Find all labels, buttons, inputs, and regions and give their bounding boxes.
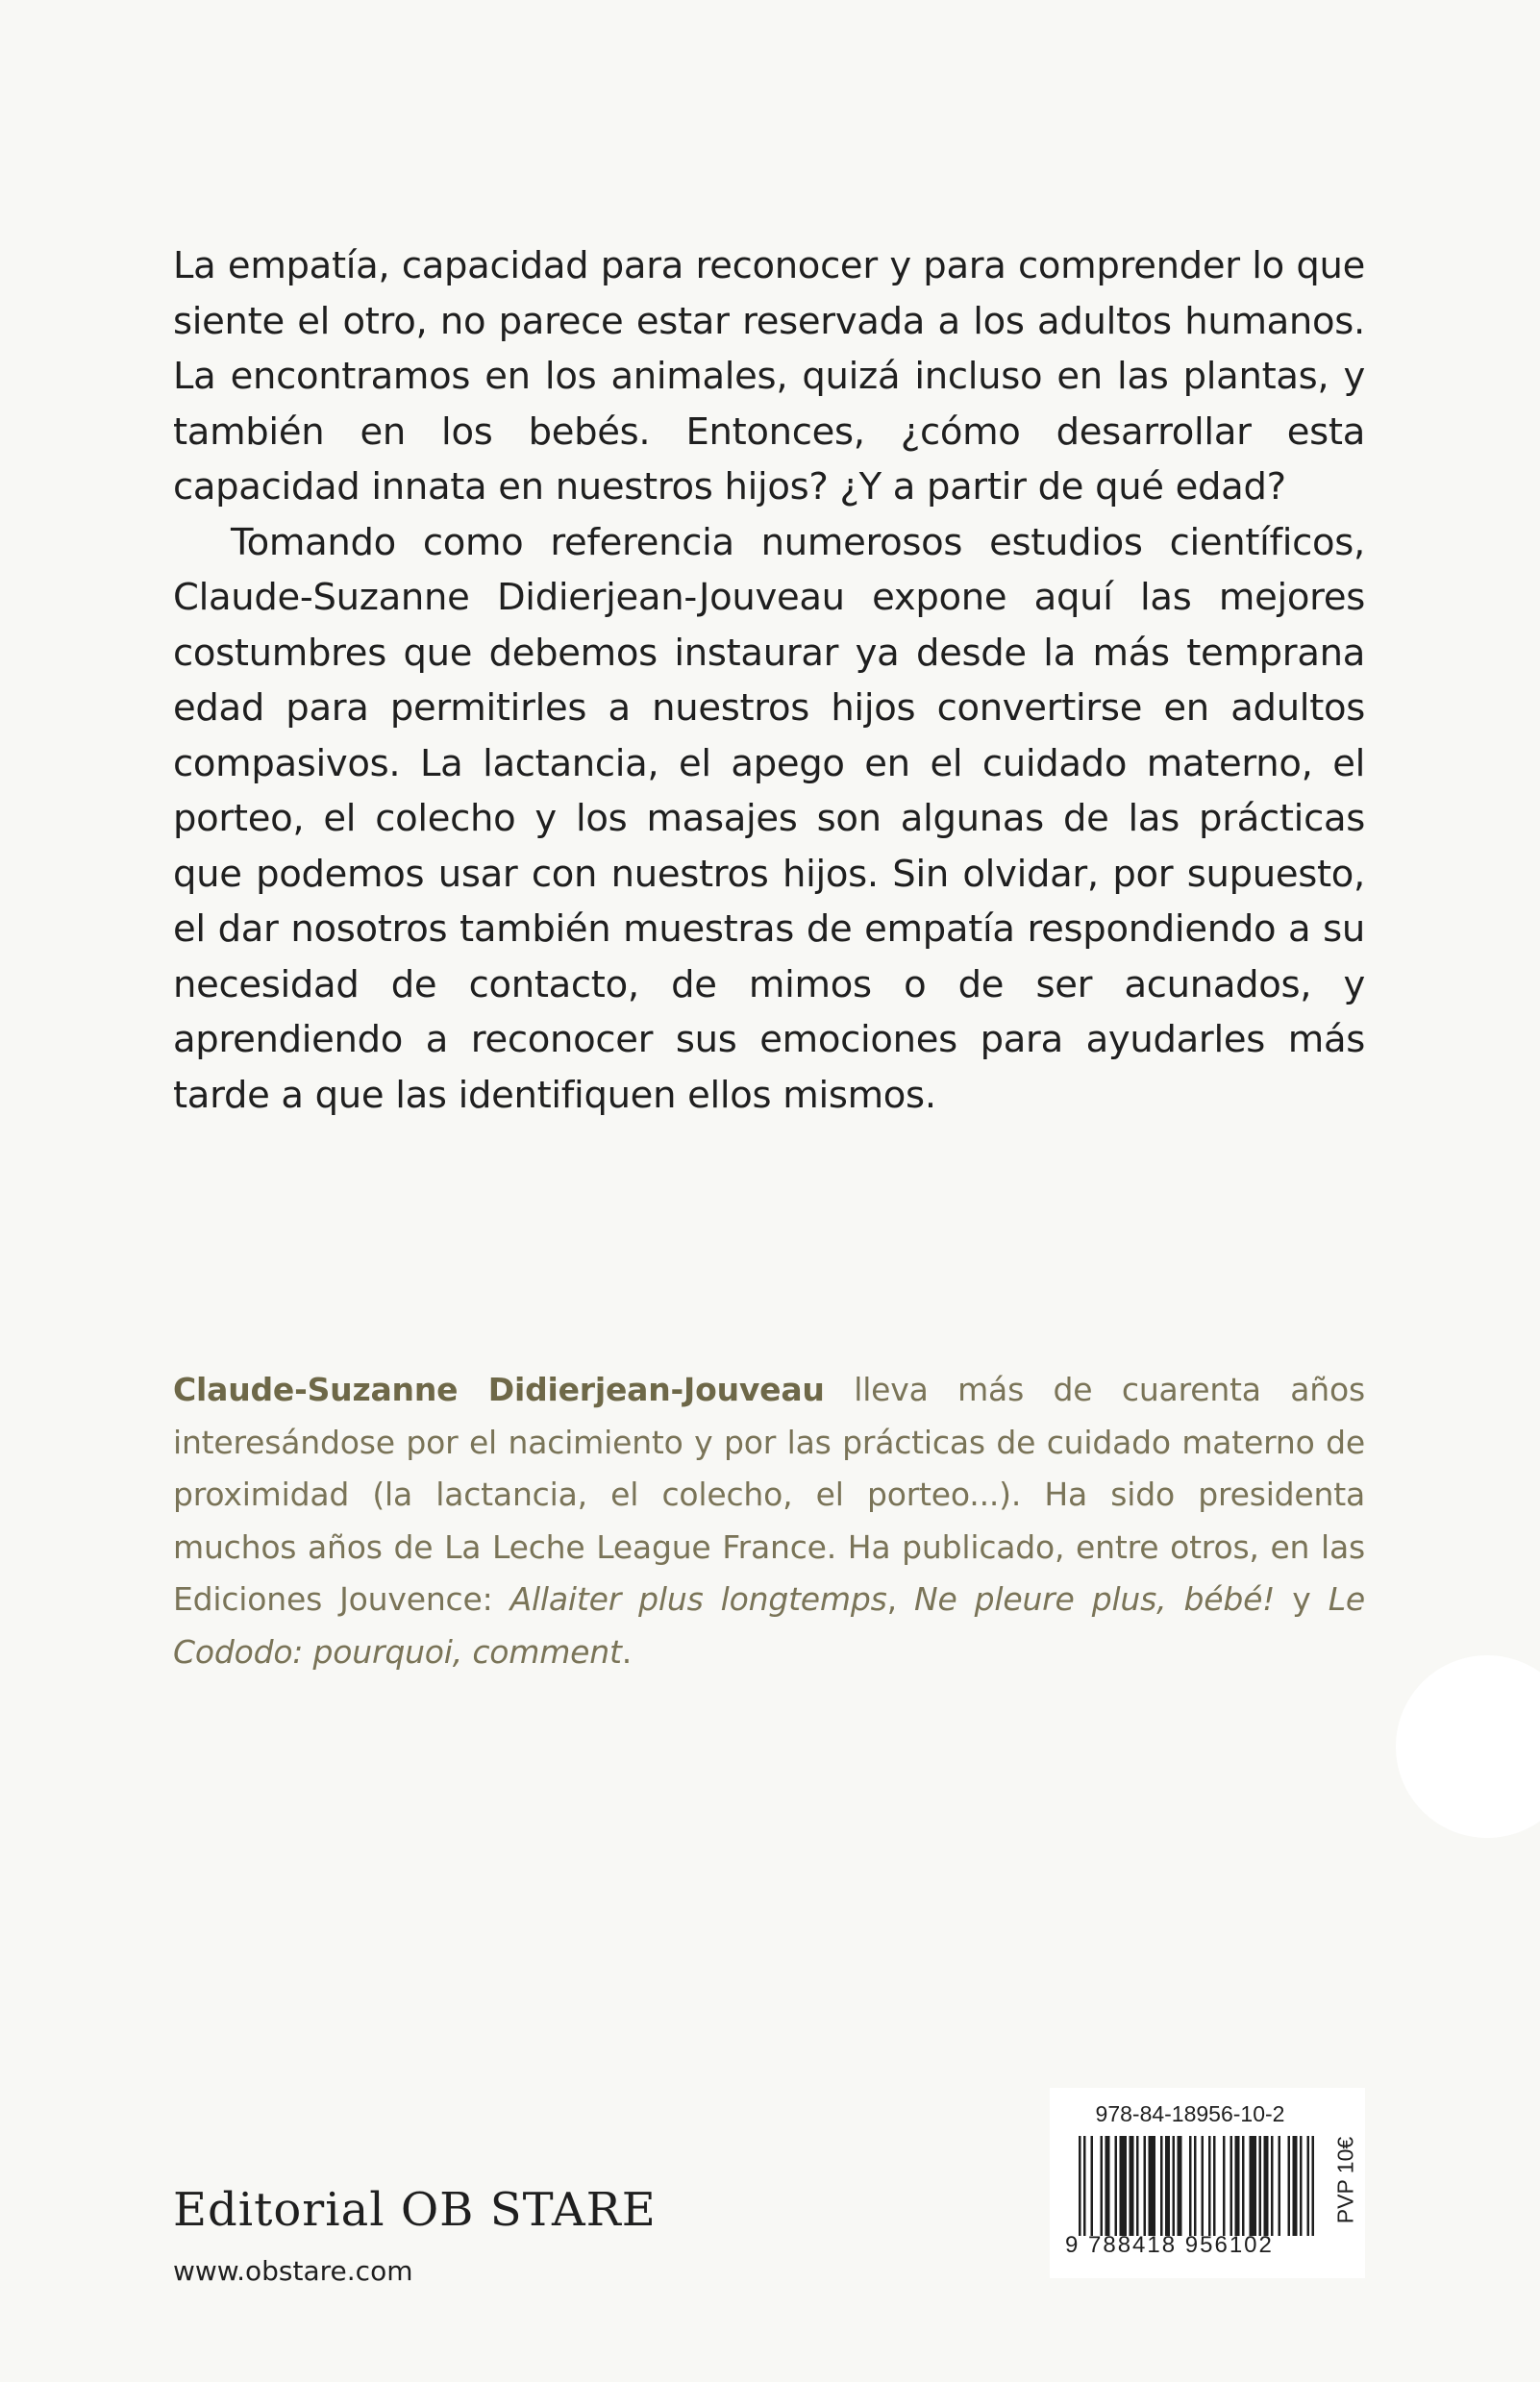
price-label: PVP 10€ xyxy=(1332,2136,1358,2224)
barcode-bar xyxy=(1288,2136,1291,2236)
author-name: Claude-Suzanne Didierjean-Jouveau xyxy=(173,1371,825,1408)
isbn-number: 978-84-18956-10-2 xyxy=(1095,2101,1285,2126)
barcode-bar xyxy=(1307,2136,1310,2236)
barcode-bar xyxy=(1223,2136,1226,2236)
barcode-bar xyxy=(1208,2136,1211,2236)
barcode-bar xyxy=(1130,2136,1134,2236)
barcode-bar xyxy=(1230,2136,1233,2236)
author-bio xyxy=(173,1364,1365,1678)
barcode-bar xyxy=(1271,2136,1274,2236)
barcode-bar xyxy=(1083,2136,1086,2236)
barcode-bar xyxy=(1194,2136,1197,2236)
barcode-bar xyxy=(1165,2136,1170,2236)
bio-separator-1: , xyxy=(886,1580,914,1618)
barcode-bar xyxy=(1202,2136,1205,2236)
barcode-bar xyxy=(1160,2136,1163,2236)
synopsis-paragraph-2: Tomando como referencia numerosos estudios científicos, Claude-Suzanne Didierjean-Jouveau expone aquí las mejores costumbres que debemos instaurar ya desde la más temprana edad para permitirles a nuestros hijos convertirse en adultos compasivos. La lactancia, el apego en el cuidado materno, el porteo, el colecho y los masajes son algunas de las prácticas que podemos usar con nuestros hijos. Sin olvidar, por supuesto, el dar nosotros también muestras de empatía respondiendo a su necesidad de contacto, de mimos o de ser acunados, y aprendiendo a reconocer sus emociones para ayudarles más tarde a que las identifiquen ellos mismos. xyxy=(173,520,1365,1117)
barcode-bar xyxy=(1242,2136,1245,2236)
barcode-digits: 9 788418 956102 xyxy=(1065,2232,1274,2258)
barcode-bar xyxy=(1250,2136,1257,2236)
barcode-bar xyxy=(1105,2136,1110,2236)
publisher-name: Editorial OB STARE xyxy=(173,2183,657,2237)
barcode-bar xyxy=(1136,2136,1139,2236)
barcode-bar xyxy=(1101,2136,1104,2236)
barcode-bar xyxy=(1235,2136,1240,2236)
barcode-bars xyxy=(1079,2136,1314,2236)
decorative-circle xyxy=(1396,1655,1540,1838)
bio-text: lleva más de cuarenta años interesándose por el nacimiento y por las prácticas de cuidado materno de proximidad (la lactancia, el colecho, el porteo...). Ha sido presidenta muchos años de La Leche League France. Ha publicado, entre otros, en las Ediciones Jouvence: xyxy=(173,1371,1365,1618)
publisher-website: www.obstare.com xyxy=(173,2255,413,2287)
barcode-bar xyxy=(1115,2136,1118,2236)
barcode-bar xyxy=(1149,2136,1156,2236)
bio-end: . xyxy=(621,1632,633,1671)
barcode-bar xyxy=(1178,2136,1182,2236)
book-title-1: Allaiter plus longtemps xyxy=(509,1580,887,1618)
barcode-bar xyxy=(1264,2136,1269,2236)
barcode-bar xyxy=(1312,2136,1315,2236)
book-title-3: Le Cododo: pourquoi, comment xyxy=(173,1580,1365,1671)
barcode-bar xyxy=(1300,2136,1303,2236)
barcode-bar xyxy=(1259,2136,1262,2236)
barcode-bar xyxy=(1120,2136,1128,2236)
barcode-bar xyxy=(1079,2136,1081,2236)
barcode-bar xyxy=(1091,2136,1094,2236)
synopsis xyxy=(173,238,1365,1123)
synopsis-paragraph-1: La empatía, capacidad para reconocer y para comprender lo que siente el otro, no parece estar reservada a los adultos humanos. La encontramos en los animales, quizá incluso en las plantas, y también en los bebés. Entonces, ¿cómo desarrollar esta capacidad innata en nuestros hijos? ¿Y a partir de qué edad? xyxy=(173,244,1365,509)
barcode-bar xyxy=(1173,2136,1176,2236)
price-tag xyxy=(1334,2103,1357,2257)
barcode-bar xyxy=(1144,2136,1147,2236)
barcode-bar xyxy=(1189,2136,1192,2236)
barcode-bar xyxy=(1279,2136,1281,2236)
barcode-bar xyxy=(1213,2136,1216,2236)
barcode-bar xyxy=(1293,2136,1298,2236)
book-title-2: Ne pleure plus, bébé! xyxy=(913,1580,1276,1618)
bio-separator-2: y xyxy=(1275,1580,1329,1618)
barcode-label xyxy=(1050,2088,1365,2278)
